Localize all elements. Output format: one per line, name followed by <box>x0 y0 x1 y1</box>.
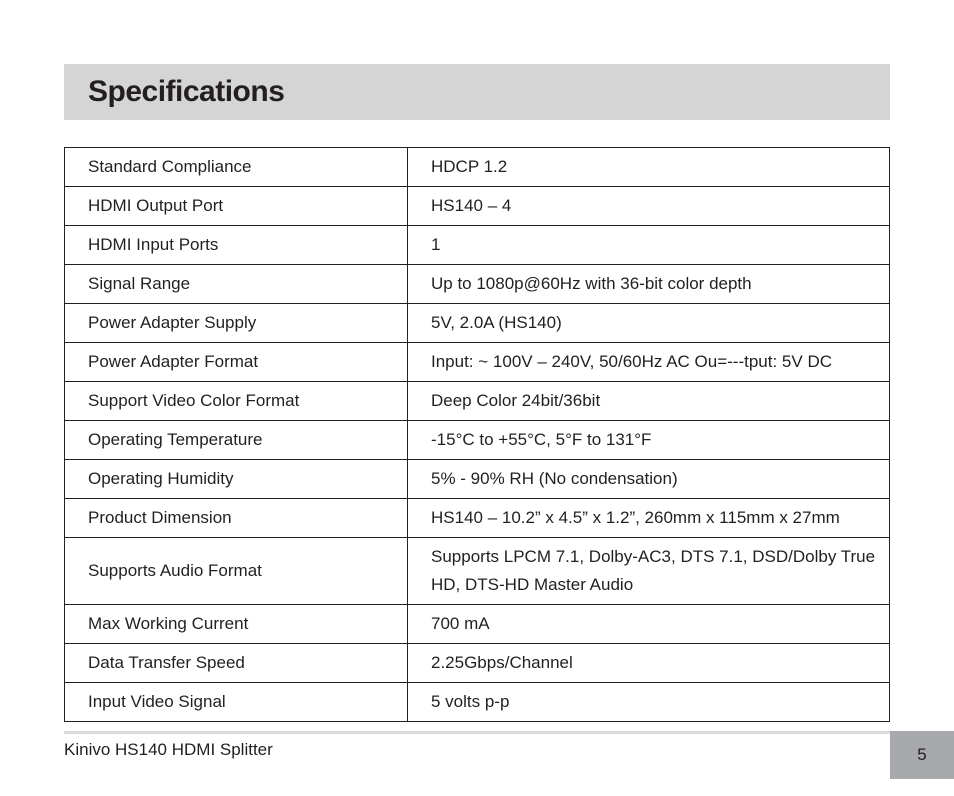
spec-label: Signal Range <box>65 265 408 304</box>
spec-label: Power Adapter Format <box>65 343 408 382</box>
spec-label: Operating Temperature <box>65 421 408 460</box>
table-row <box>65 605 890 644</box>
spec-value: HDCP 1.2 <box>408 148 890 187</box>
table-row <box>65 226 890 265</box>
specifications-table <box>64 147 890 722</box>
spec-value: Input: ~ 100V – 240V, 50/60Hz AC Ou=---tput: 5V DC <box>408 343 890 382</box>
table-row <box>65 148 890 187</box>
spec-label: Data Transfer Speed <box>65 644 408 683</box>
table-row <box>65 460 890 499</box>
spec-label: Standard Compliance <box>65 148 408 187</box>
footer-product-name: Kinivo HS140 HDMI Splitter <box>64 740 273 759</box>
table-row <box>65 421 890 460</box>
spec-value: Up to 1080p@60Hz with 36-bit color depth <box>408 265 890 304</box>
table-row <box>65 683 890 722</box>
title-band <box>64 64 890 120</box>
spec-value: Deep Color 24bit/36bit <box>408 382 890 421</box>
table-row <box>65 187 890 226</box>
spec-label: Support Video Color Format <box>65 382 408 421</box>
spec-value: 2.25Gbps/Channel <box>408 644 890 683</box>
spec-label: Product Dimension <box>65 499 408 538</box>
spec-label: Operating Humidity <box>65 460 408 499</box>
spec-label: Input Video Signal <box>65 683 408 722</box>
table-row <box>65 499 890 538</box>
spec-label: HDMI Input Ports <box>65 226 408 265</box>
spec-label: Power Adapter Supply <box>65 304 408 343</box>
spec-value: HS140 – 4 <box>408 187 890 226</box>
table-row <box>65 265 890 304</box>
page-number: 5 <box>917 745 927 764</box>
spec-value: 5 volts p-p <box>408 683 890 722</box>
footer-divider <box>64 731 890 734</box>
spec-label: Supports Audio Format <box>65 538 408 605</box>
spec-value: 5% - 90% RH (No condensation) <box>408 460 890 499</box>
spec-value: -15°C to +55°C, 5°F to 131°F <box>408 421 890 460</box>
table-row <box>65 382 890 421</box>
spec-value: 700 mA <box>408 605 890 644</box>
table-row <box>65 644 890 683</box>
page-number-box <box>890 731 954 779</box>
spec-label: Max Working Current <box>65 605 408 644</box>
spec-value: HS140 – 10.2” x 4.5” x 1.2”, 260mm x 115mm x 27mm <box>408 499 890 538</box>
page-title: Specifications <box>88 75 285 108</box>
spec-value: 1 <box>408 226 890 265</box>
spec-value: 5V, 2.0A (HS140) <box>408 304 890 343</box>
spec-value: Supports LPCM 7.1, Dolby-AC3, DTS 7.1, DSD/Dolby True HD, DTS-HD Master Audio <box>408 538 890 605</box>
table-row <box>65 343 890 382</box>
table-row <box>65 538 890 605</box>
table-row <box>65 304 890 343</box>
spec-label: HDMI Output Port <box>65 187 408 226</box>
